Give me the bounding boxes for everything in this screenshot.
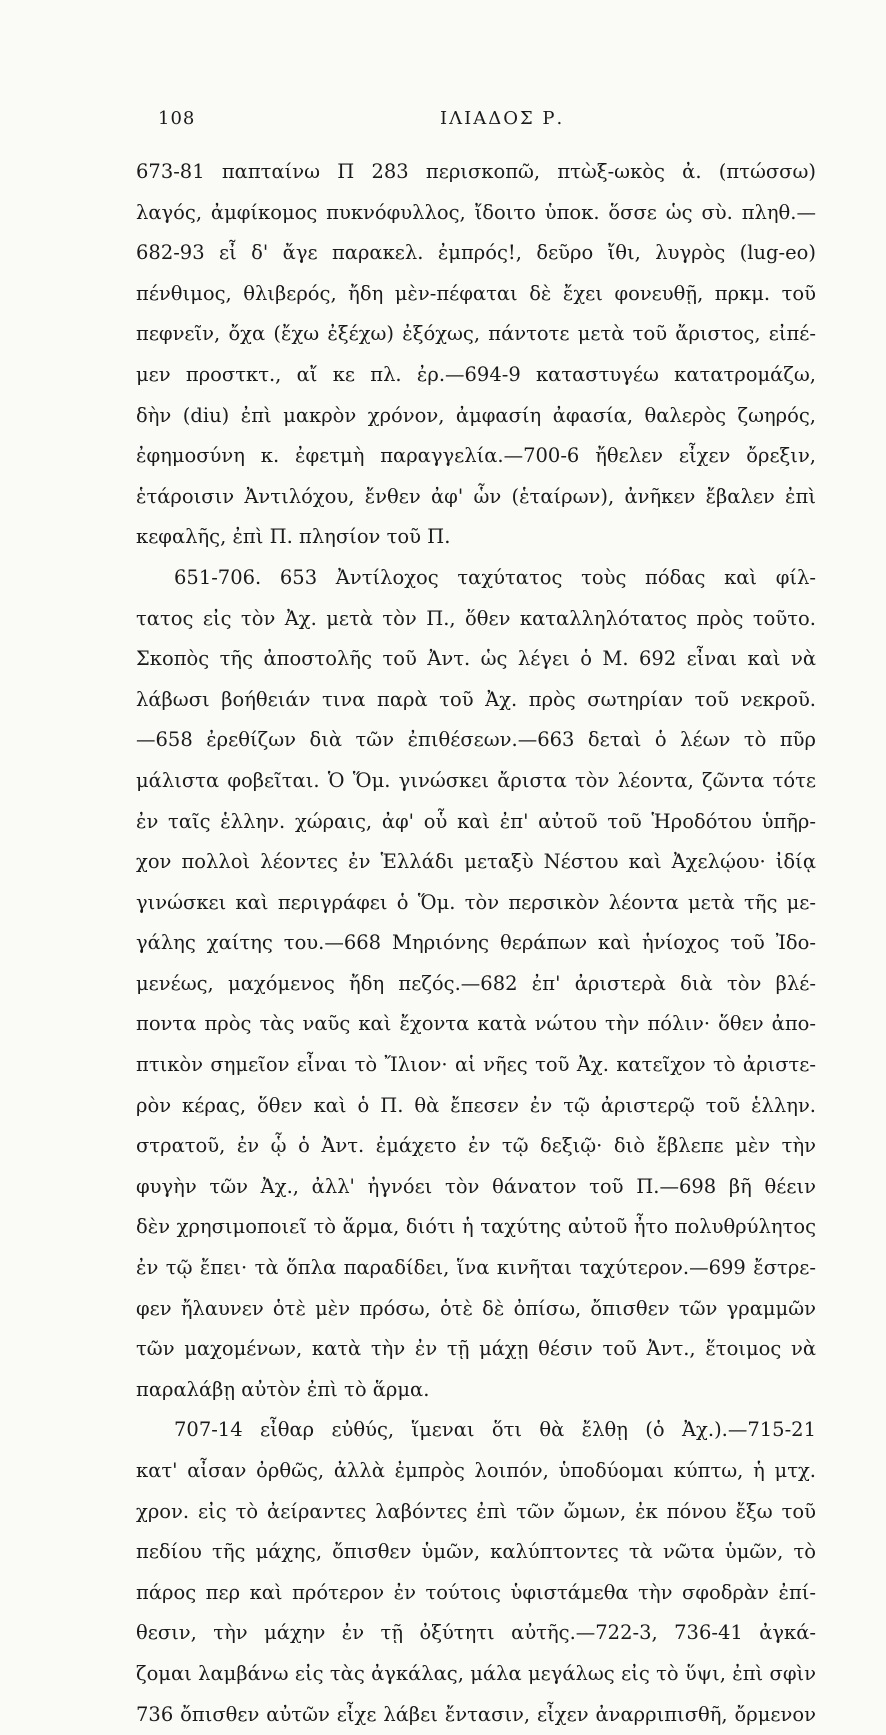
text-line: φυγὴν τῶν Ἀχ., ἀλλ' ἠγνόει τὸν θάνατον τοῦ Π.—698 βῆ θέειν: [136, 1174, 816, 1198]
text-line: 707-14 εἶθαρ εὐθύς, ἵμεναι ὅτι θὰ ἔλθῃ (ὁ Ἀχ.).—715-21: [174, 1418, 816, 1442]
text-line: λάβωσι βοήθειάν τινα παρὰ τοῦ Ἀχ. πρὸς σωτηρίαν τοῦ νεκροῦ.: [136, 687, 816, 711]
text-line: πτικὸν σημεῖον εἶναι τὸ Ἴλιον· αἱ νῆες τοῦ Ἀχ. κατεῖχον τὸ ἀριστε-: [136, 1053, 816, 1077]
text-line: χον πολλοὶ λέοντες ἐν Ἑλλάδι μεταξὺ Νέστου καὶ Ἀχελῴου· ἰδίᾳ: [136, 850, 816, 874]
page-number: 108: [158, 108, 196, 129]
text-line: λαγός, ἀμφίκομος πυκνόφυλλος, ἴδοιτο ὑποκ. ὅσσε ὡς σὺ. πληθ.—: [136, 200, 816, 224]
text-line: δὲν χρησιμοποιεῖ τὸ ἅρμα, διότι ἡ ταχύτης αὐτοῦ ἦτο πολυθρύλητος: [136, 1215, 816, 1239]
text-line: 682-93 εἶ δ' ἄγε παρακελ. ἐμπρός!, δεῦρο ἴθι, λυγρὸς (lug-eo): [136, 241, 816, 265]
text-line: φεν ἤλαυνεν ὁτὲ μὲν πρόσω, ὁτὲ δὲ ὀπίσω, ὄπισθεν τῶν γραμμῶν: [136, 1296, 816, 1320]
text-line: δὴν (diu) ἐπὶ μακρὸν χρόνον, ἀμφασίη ἀφασία, θαλερὸς ζωηρός,: [136, 403, 816, 427]
text-line: μενέως, μαχόμενος ἤδη πεζός.—682 ἐπ' ἀριστερὰ διὰ τὸν βλέ-: [136, 971, 816, 995]
text-line: γάλης χαίτης του.—668 Μηριόνης θεράπων καὶ ἡνίοχος τοῦ Ἰδο-: [136, 931, 816, 955]
text-line: 673-81 παπταίνω Π 283 περισκοπῶ, πτὼξ-ωκὸς ἀ. (πτώσσω): [136, 160, 816, 183]
text-line: κεφαλῆς, ἐπὶ Π. πλησίον τοῦ Π.: [136, 525, 451, 549]
text-line: 736 ὄπισθεν αὐτῶν εἶχε λάβει ἔντασιν, εἶχεν ἀναρριπισθῆ, ὄρμενον: [136, 1702, 816, 1726]
running-title: ΙΛΙΑΔΟΣ Ρ.: [440, 108, 565, 129]
text-line: χρον. εἰς τὸ ἀείραντες λαβόντες ἐπὶ τῶν ὤμων, ἐκ πόνου ἔξω τοῦ: [136, 1499, 816, 1523]
text-line: ἐν τῷ ἔπει· τὰ ὅπλα παραδίδει, ἵνα κινῆται ταχύτερον.—699 ἔστρε-: [136, 1256, 816, 1280]
text-line: ἑτάροισιν Ἀντιλόχου, ἔνθεν ἀφ' ὧν (ἑταίρων), ἀνῆκεν ἔβαλεν ἐπὶ: [136, 484, 816, 508]
text-line: μεν προστκτ., αἴ κε πλ. ἐρ.—694-9 καταστυγέω κατατρομάζω,: [136, 362, 816, 386]
text-line: πάρος περ καὶ πρότερον ἐν τούτοις ὑφιστάμεθα τὴν σφοδρὰν ἐπί-: [136, 1580, 816, 1604]
text-line: ἐφημοσύνη κ. ἐφετμὴ παραγγελία.—700-6 ἤθελεν εἶχεν ὄρεξιν,: [136, 444, 816, 468]
text-line: Σκοπὸς τῆς ἀποστολῆς τοῦ Ἀντ. ὡς λέγει ὁ Μ. 692 εἶναι καὶ νὰ: [136, 647, 816, 671]
text-line: τῶν μαχομένων, κατὰ τὴν ἐν τῇ μάχῃ θέσιν τοῦ Ἀντ., ἕτοιμος νὰ: [136, 1337, 816, 1361]
text-line: ποντα πρὸς τὰς ναῦς καὶ ἔχοντα κατὰ νώτου τὴν πόλιν· ὅθεν ἀπο-: [136, 1012, 816, 1036]
text-line: τατος εἰς τὸν Ἀχ. μετὰ τὸν Π., ὅθεν καταλληλότατος πρὸς τοῦτο.: [136, 606, 816, 630]
text-line: ρὸν κέρας, ὅθεν καὶ ὁ Π. θὰ ἔπεσεν ἐν τῷ ἀριστερῷ τοῦ ἑλλην.: [136, 1093, 816, 1117]
text-line: θεσιν, τὴν μάχην ἐν τῇ ὀξύτητι αὐτῆς.—722-3, 736-41 ἀγκά-: [136, 1621, 816, 1645]
text-line: γινώσκει καὶ περιγράφει ὁ Ὅμ. τὸν περσικὸν λέοντα μετὰ τῆς με-: [136, 890, 816, 914]
text-line: πεδίου τῆς μάχης, ὄπισθεν ὑμῶν, καλύπτοντες τὰ νῶτα ὑμῶν, τὸ: [136, 1540, 816, 1564]
text-line: πεφνεῖν, ὄχα (ἔχω ἐξέχω) ἐξόχως, πάντοτε μετὰ τοῦ ἄριστος, εἰπέ-: [136, 322, 816, 346]
text-line: 651-706. 653 Ἀντίλοχος ταχύτατος τοὺς πόδας καὶ φίλ-: [174, 565, 816, 589]
text-line: ἐν ταῖς ἑλλην. χώραις, ἀφ' οὗ καὶ ἐπ' αὐτοῦ τοῦ Ἡροδότου ὑπῆρ-: [136, 809, 816, 833]
text-line: μάλιστα φοβεῖται. Ὁ Ὅμ. γινώσκει ἄριστα τὸν λέοντα, ζῶντα τότε: [136, 768, 816, 792]
commentary-text: [136, 152, 816, 1735]
text-line: κατ' αἶσαν ὀρθῶς, ἀλλὰ ἐμπρὸς λοιπόν, ὑποδύομαι κύπτω, ἡ μτχ.: [136, 1459, 816, 1482]
text-line: ζομαι λαμβάνω εἰς τὰς ἀγκάλας, μάλα μεγάλως εἰς τὸ ὕψι, ἐπὶ σφὶν: [136, 1661, 816, 1685]
text-line: στρατοῦ, ἐν ᾧ ὁ Ἀντ. ἐμάχετο ἐν τῷ δεξιῷ· διὸ ἔβλεπε μὲν τὴν: [136, 1134, 816, 1158]
page-header: [150, 100, 826, 140]
text-line: πένθιμος, θλιβερός, ἤδη μὲν-πέφαται δὲ ἔχει φονευθῇ, πρκμ. τοῦ: [136, 281, 816, 305]
text-line: παραλάβῃ αὐτὸν ἐπὶ τὸ ἅρμα.: [136, 1377, 430, 1401]
text-line: —658 ἐρεθίζων διὰ τῶν ἐπιθέσεων.—663 δεταὶ ὁ λέων τὸ πῦρ: [136, 728, 816, 752]
